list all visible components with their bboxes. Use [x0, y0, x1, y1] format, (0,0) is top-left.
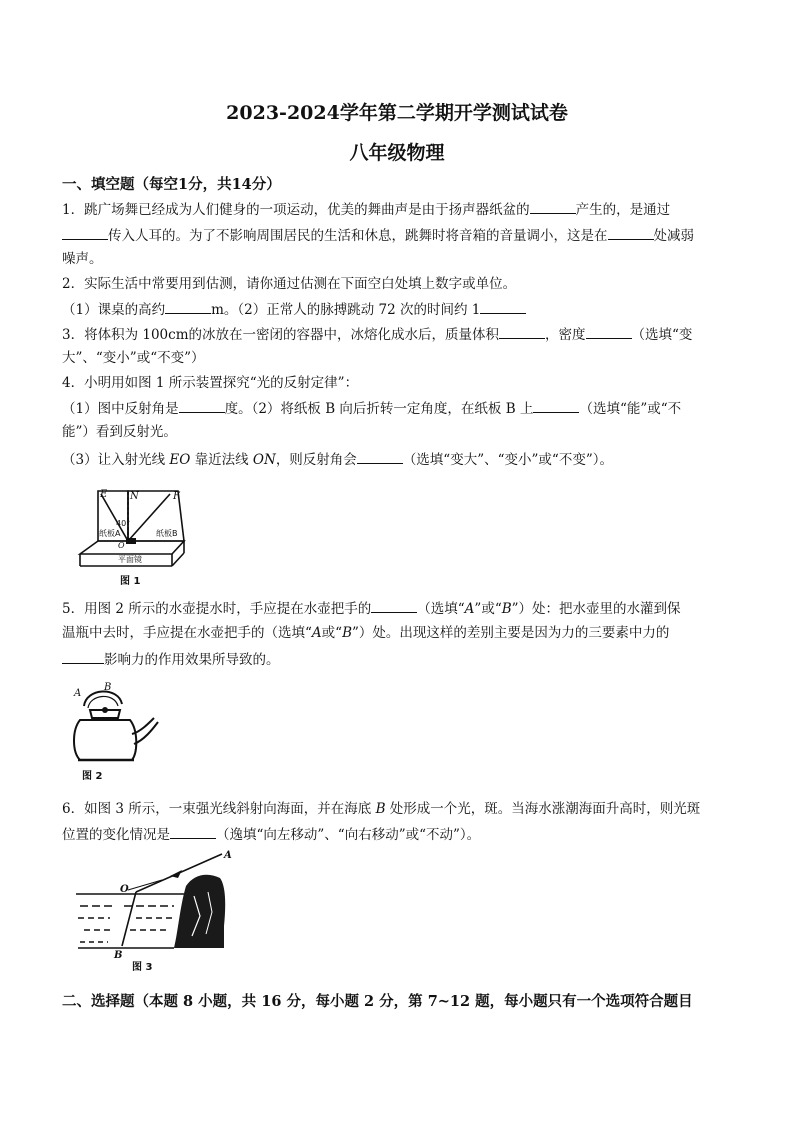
- label-board-b: 纸板B: [156, 529, 178, 538]
- answer-blank[interactable]: [357, 450, 403, 464]
- label-n: N: [130, 491, 139, 502]
- q6-line2: 位置的变化情况是 （逸填“向左移动”、“向右移动”或“不动”）。: [62, 827, 481, 843]
- answer-blank[interactable]: [62, 650, 104, 664]
- q2-line2: （1）课桌的高约 m。（2）正常人的脉搏跳动 72 次的时间约 1: [62, 300, 742, 319]
- answer-blank[interactable]: [62, 226, 108, 240]
- exam-title: 2023-2024学年第二学期开学测试试卷: [226, 102, 568, 124]
- q3-line2: 大”、“变小”或“不变”）: [62, 350, 205, 366]
- figure-1-caption: 图 1: [120, 576, 141, 587]
- label-a: A: [224, 850, 232, 861]
- q4-line3: 能”）看到反射光。: [62, 424, 177, 440]
- label-angle: 40°: [116, 519, 131, 528]
- section2-heading: 二、选择题（本题 8 小题，共 16 分，每小题 2 分，第 7~12 题，每小题只有一个选项符合题目: [62, 993, 693, 1010]
- answer-blank[interactable]: [165, 300, 211, 314]
- figure-1-reflection-apparatus: [70, 486, 192, 592]
- exam-subject: 八年级物理: [349, 142, 445, 164]
- figure-2-kettle: [66, 680, 162, 784]
- q2-line1: 2．实际生活中常要用到估测，请你通过估测在下面空白处填上数字或单位。: [62, 276, 517, 292]
- q5-line3: 影响力的作用效果所导致的。: [62, 650, 742, 669]
- q1-line1: 1．跳广场舞已经成为人们健身的一项运动，优美的舞曲声是由于扬声器纸盆的 产生的，是通过: [62, 202, 671, 218]
- answer-blank[interactable]: [170, 825, 216, 839]
- section1-heading: 一、填空题（每空1分，共14分）: [62, 176, 281, 193]
- answer-blank[interactable]: [179, 399, 225, 413]
- answer-blank[interactable]: [533, 399, 579, 413]
- label-b: B: [104, 682, 112, 693]
- q5-line2: 温瓶中去时，手应提在水壶把手的（选填“A或“B”）处。出现这样的差别主要是因为力的三要素中力的: [62, 625, 670, 641]
- figure-3-caption: 图 3: [132, 962, 153, 973]
- answer-blank[interactable]: [530, 200, 576, 214]
- figure-3-light-refraction: [74, 846, 234, 974]
- label-a: A: [74, 688, 82, 699]
- answer-blank[interactable]: [480, 300, 526, 314]
- label-mirror: 平面镜: [118, 555, 142, 564]
- q1-line3: 噪声。: [62, 251, 103, 267]
- label-o: O: [118, 541, 125, 550]
- q6-line1: 6．如图 3 所示，一束强光线斜射向海面，并在海底 B 处形成一个光，斑。当海水涨潮海面升高时，则光斑: [62, 801, 701, 817]
- q3-line1: 3．将体积为 100cm的冰放在一密闭的容器中，冰熔化成水后，质量体积 ，密度 （选填“变: [62, 327, 693, 343]
- q1-line2: 传入人耳的。为了不影响周围居民的生活和休息，跳舞时将音箱的音量调小，这是在 处减弱: [62, 226, 742, 245]
- q4-line2: （1）图中反射角是 度。（2）将纸板 B 向后折转一定角度，在纸板 B 上 （选填“能”或“不: [62, 401, 682, 417]
- answer-blank[interactable]: [499, 325, 545, 339]
- label-board-a: 纸板A: [99, 529, 121, 538]
- label-b: B: [114, 950, 123, 961]
- answer-blank[interactable]: [371, 599, 417, 613]
- label-f: F: [173, 491, 180, 502]
- answer-blank[interactable]: [586, 325, 632, 339]
- label-e: E: [100, 489, 108, 500]
- cliff-shape: [174, 875, 225, 948]
- mirror-marker: [126, 538, 136, 544]
- q5-line1: 5．用图 2 所示的水壶提水时，手应提在水壶把手的 （选填“A”或“B”）处：把水壶里的水灌到保: [62, 601, 681, 617]
- q4-line1: 4．小明用如图 1 所示装置探究“光的反射定律”：: [62, 375, 359, 391]
- answer-blank[interactable]: [608, 226, 654, 240]
- q4-line4: （3）让入射光线 EO 靠近法线 ON，则反射角会 （选填“变大”、“变小”或“不变”）。: [62, 452, 613, 468]
- figure-2-caption: 图 2: [82, 771, 103, 782]
- label-o: O: [120, 884, 129, 895]
